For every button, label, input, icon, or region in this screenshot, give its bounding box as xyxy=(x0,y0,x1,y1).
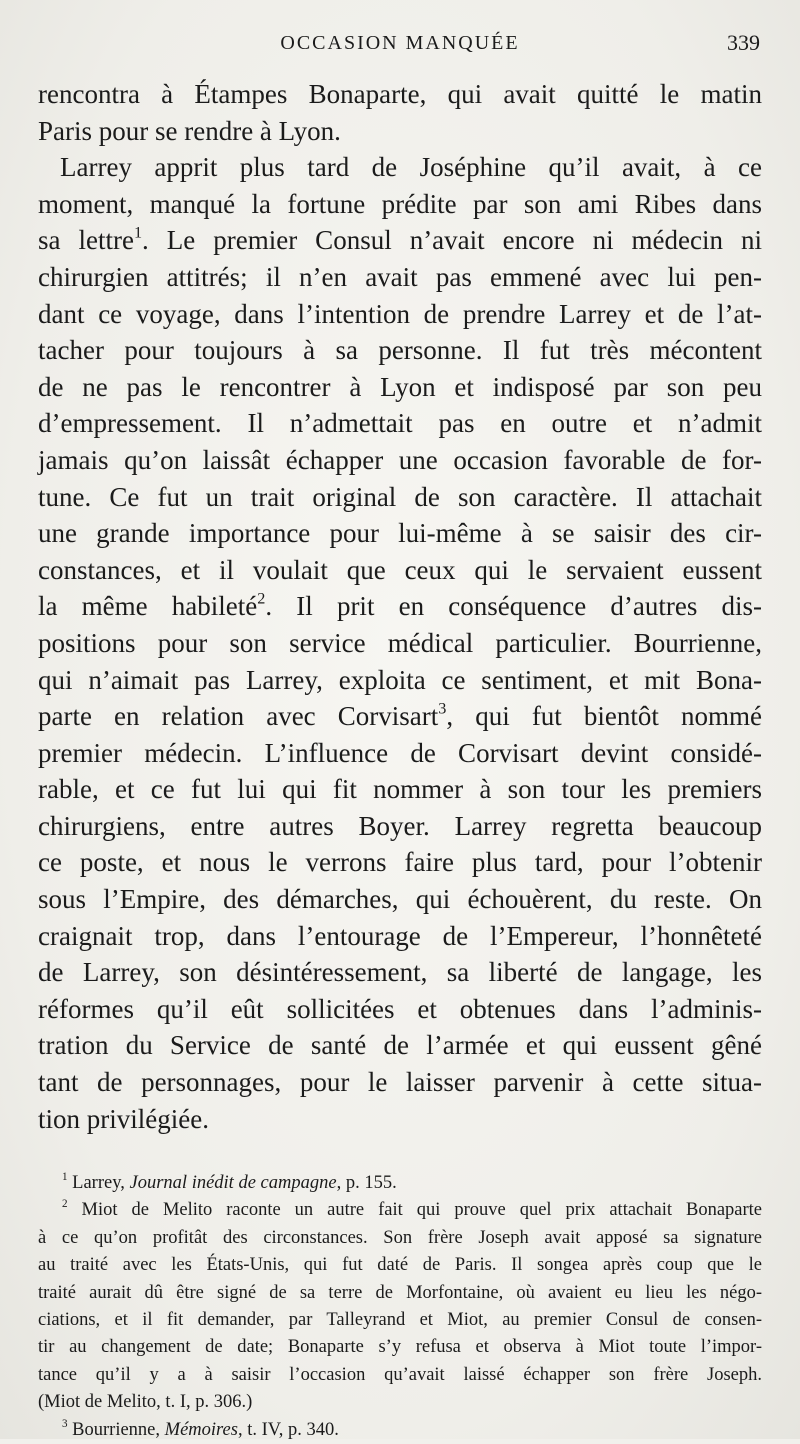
text-line: qui n’aimait pas Larrey, exploita ce sentiment, et mit Bona- xyxy=(38,664,762,695)
text-line: tune. Ce fut un trait original de son caractère. Il attachait xyxy=(38,481,762,512)
text-line: rable, et ce fut lui qui fit nommer à son tour les premiers xyxy=(38,774,762,805)
text-line: de Larrey, son désintéressement, sa liberté de langage, les xyxy=(38,957,762,988)
text-line: de ne pas le rencontrer à Lyon et indisposé par son peu xyxy=(38,371,762,402)
text-line: dant ce voyage, dans l’intention de prendre Larrey et de l’at- xyxy=(38,298,762,329)
footnote-3 xyxy=(38,1417,762,1444)
text-line xyxy=(38,222,762,259)
text-line: premier médecin. L’influence de Corvisart devint considé- xyxy=(38,737,762,768)
text-fragment: Mémoires xyxy=(164,1419,238,1440)
footnote-number: 1 xyxy=(62,1171,68,1184)
text-fragment: , p. 155. xyxy=(336,1173,397,1193)
text-fragment: parte en relation avec Corvisart xyxy=(38,701,439,732)
text-line: chirurgien attitrés; il n’en avait pas emmené avec lui pen- xyxy=(38,261,762,292)
text-fragment: Journal inédit de campagne xyxy=(129,1173,337,1193)
footnote-1 xyxy=(38,1170,762,1197)
text-line xyxy=(38,588,762,625)
footnote-number: 2 xyxy=(62,1198,68,1211)
footnote-ref: 2 xyxy=(257,589,266,608)
text-fragment: , qui fut bientôt nommé xyxy=(446,701,762,732)
text-fragment: sa lettre xyxy=(38,225,134,256)
text-fragment: , t. IV, p. 340. xyxy=(237,1419,339,1440)
text-line: positions pour son service médical particulier. Bourrienne, xyxy=(38,627,762,658)
footnote-line: tir au changement de date; Bonaparte s’y refusa et observa à Miot toute l’impor- xyxy=(38,1337,762,1358)
page-header xyxy=(40,28,760,64)
footnotes xyxy=(38,1170,762,1444)
text-line: chirurgiens, entre autres Boyer. Larrey regretta beaucoup xyxy=(38,810,762,841)
text-line: tion privilégiée. xyxy=(38,1103,209,1134)
text-line: d’empressement. Il n’admettait pas en outre et n’admit xyxy=(38,408,762,439)
text-line: jamais qu’on laissât échapper une occasion favorable de for- xyxy=(38,444,762,475)
text-fragment: . Il prit en conséquence d’autres dis- xyxy=(265,591,762,622)
text-fragment: Larrey, xyxy=(72,1173,130,1193)
footnote-line: tance qu’il y a à saisir l’occasion qu’avait laissé échapper son frère Joseph. xyxy=(38,1364,762,1385)
text-line: moment, manqué la fortune prédite par son ami Ribes dans xyxy=(38,188,762,219)
footnote-ref: 1 xyxy=(133,224,143,243)
text-fragment: Miot de Melito raconte un autre fait qui prouve quel prix attachait Bonaparte xyxy=(81,1200,762,1221)
text-line: réformes qu’il eût sollicitées et obtenues dans l’adminis- xyxy=(38,993,762,1024)
text-line: constances, et il voulait que ceux qui le servaient eussent xyxy=(38,554,762,585)
footnote-line: à ce qu’on profitât des circonstances. Son frère Joseph avait apposé sa signature xyxy=(38,1227,762,1248)
running-title: OCCASION MANQUÉE xyxy=(280,32,520,54)
footnote-line: ciations, et il fit demander, par Talleyrand et Miot, au premier Consul de consen- xyxy=(38,1309,762,1330)
text-fragment: Bourrienne, xyxy=(72,1419,165,1440)
text-line: tant de personnages, pour le laisser parvenir à cette situa- xyxy=(38,1067,762,1098)
text-line: rencontra à Étampes Bonaparte, qui avait quitté le matin xyxy=(38,79,762,109)
footnote-line: au traité avec les États-Unis, qui fut daté de Paris. Il songea après coup que le xyxy=(38,1255,762,1276)
text-fragment: la même habileté xyxy=(38,591,258,622)
text-line: Paris pour se rendre à Lyon. xyxy=(38,115,341,146)
footnote-line: (Miot de Melito, t. I, p. 306.) xyxy=(38,1392,253,1413)
text-line: craignait trop, dans l’entourage de l’Empereur, l’honnêteté xyxy=(38,920,762,951)
text-line: Larrey apprit plus tard de Joséphine qu’il avait, à ce xyxy=(60,152,762,183)
text-line: ce poste, et nous le verrons faire plus tard, pour l’obtenir xyxy=(38,847,762,878)
footnote-line: traité aurait dû être signé de sa terre de Morfontaine, où avaient eu lieu les négo- xyxy=(38,1282,762,1303)
text-line xyxy=(38,698,762,735)
footnote-number: 3 xyxy=(62,1417,68,1430)
text-line: sous l’Empire, des démarches, qui échouèrent, du reste. On xyxy=(38,884,762,915)
text-line: tration du Service de santé de l’armée et qui eussent gêné xyxy=(38,1030,762,1061)
page-number: 339 xyxy=(727,30,760,55)
text-line: tacher pour toujours à sa personne. Il fut très mécontent xyxy=(38,335,762,366)
body-text xyxy=(38,76,762,1137)
text-fragment: . Le premier Consul n’avait encore ni médecin ni xyxy=(142,225,762,256)
text-line: une grande importance pour lui-même à se saisir des cir- xyxy=(38,518,762,549)
footnote-ref: 3 xyxy=(438,699,447,718)
footnote-2 xyxy=(38,1197,762,1224)
